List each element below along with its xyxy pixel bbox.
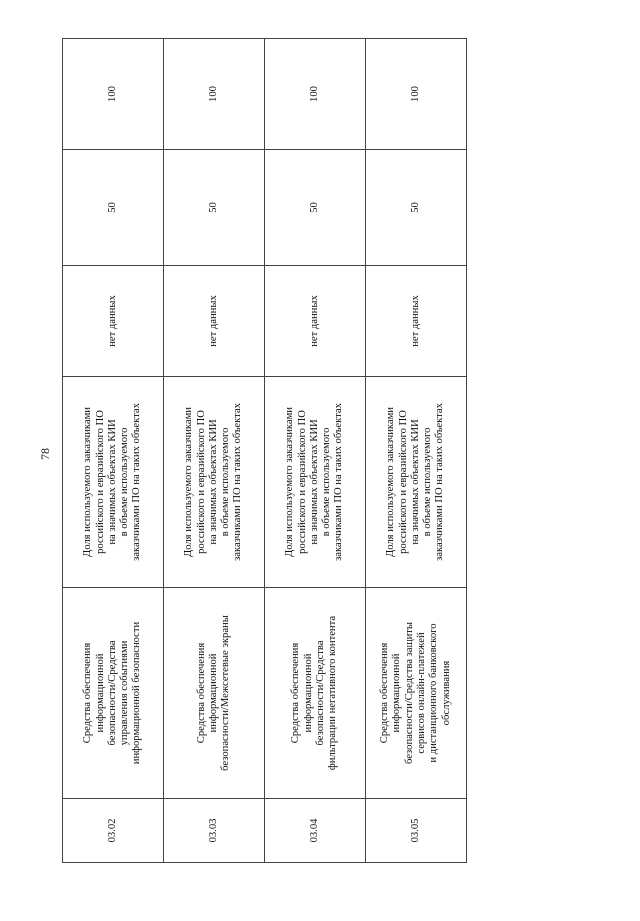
row-target-2: 100 <box>265 39 366 150</box>
row-indicator <box>366 377 467 588</box>
table-row <box>265 39 366 863</box>
row-name-line: сервисов онлайн-платежей <box>416 632 427 754</box>
row-indicator-line: российского и евразийского ПО <box>397 410 409 554</box>
row-indicator <box>265 377 366 588</box>
row-target-2: 100 <box>164 39 265 150</box>
row-code: 03.03 <box>164 799 265 863</box>
page-number: 78 <box>38 448 52 460</box>
row-baseline: нет данных <box>164 266 265 377</box>
row-name-line: Средства обеспечения <box>379 642 391 744</box>
row-target-1: 50 <box>265 150 366 266</box>
table-row <box>63 39 164 863</box>
table-row <box>366 39 467 863</box>
row-indicator-line: в объеме используемого <box>119 427 131 537</box>
row-indicator-line: на значимых объектах КИИ <box>409 419 421 545</box>
row-name-line: фильтрации негативного контента <box>327 615 339 771</box>
row-indicator-line: российского и евразийского ПО <box>195 410 207 554</box>
row-indicator-line: в объеме используемого <box>321 427 333 537</box>
row-name-line: Средства обеспечения <box>290 642 302 744</box>
row-target-1: 50 <box>366 150 467 266</box>
row-indicator-line: Доля используемого заказчиками <box>183 407 195 557</box>
row-name-line: Средства обеспечения <box>82 642 94 744</box>
indicator-table <box>62 38 467 863</box>
row-indicator-line: заказчиками ПО на таких объектах <box>434 403 446 561</box>
row-target-1: 50 <box>164 150 265 266</box>
row-indicator-line: на значимых объектах КИИ <box>308 419 320 545</box>
row-name-line: безопасности/Средства <box>315 640 326 746</box>
row-name-line: информационной безопасности <box>131 621 143 765</box>
row-name-line: информационной <box>302 653 314 733</box>
row-name <box>265 588 366 799</box>
row-indicator-line: российского и евразийского ПО <box>94 410 106 554</box>
row-indicator-line: на значимых объектах КИИ <box>106 419 118 545</box>
row-name-line: информационной <box>391 653 403 733</box>
row-name-line: обслуживания <box>440 660 452 726</box>
row-code: 03.02 <box>63 799 164 863</box>
row-name <box>164 588 265 799</box>
row-name-line: безопасности/Средства защиты <box>403 621 415 765</box>
row-name-line: безопасности/Средства <box>106 640 118 746</box>
row-indicator-line: российского и евразийского ПО <box>296 410 308 554</box>
row-name-line: информационной <box>94 653 106 733</box>
table-row <box>164 39 265 863</box>
row-name-line: информационной <box>207 653 219 733</box>
row-indicator-line: в объеме используемого <box>220 427 232 537</box>
row-name <box>63 588 164 799</box>
row-indicator-line: заказчиками ПО на таких объектах <box>232 403 244 561</box>
row-name-line: Средства обеспечения <box>195 642 207 744</box>
row-code: 03.04 <box>265 799 366 863</box>
row-target-2: 100 <box>63 39 164 150</box>
row-indicator-line: Доля используемого заказчиками <box>385 407 397 557</box>
row-code: 03.05 <box>366 799 467 863</box>
row-name-line: управления событиями <box>119 640 131 746</box>
row-indicator-line: на значимых объектах КИИ <box>207 419 219 545</box>
row-name-line: и дистанционного банковского <box>428 623 440 763</box>
row-indicator <box>164 377 265 588</box>
row-indicator-line: Доля используемого заказчиками <box>284 407 296 557</box>
row-baseline: нет данных <box>366 266 467 377</box>
row-target-1: 50 <box>63 150 164 266</box>
row-baseline: нет данных <box>265 266 366 377</box>
row-indicator <box>63 377 164 588</box>
row-name-line: безопасности/Межсетевые экраны <box>220 615 232 771</box>
document-table-rotated <box>62 38 467 863</box>
row-indicator-line: заказчиками ПО на таких объектах <box>131 403 143 561</box>
row-name <box>366 588 467 799</box>
row-indicator-line: Доля используемого заказчиками <box>82 407 94 557</box>
row-target-2: 100 <box>366 39 467 150</box>
row-indicator-line: заказчиками ПО на таких объектах <box>333 403 345 561</box>
row-baseline: нет данных <box>63 266 164 377</box>
row-indicator-line: в объеме используемого <box>422 427 434 537</box>
